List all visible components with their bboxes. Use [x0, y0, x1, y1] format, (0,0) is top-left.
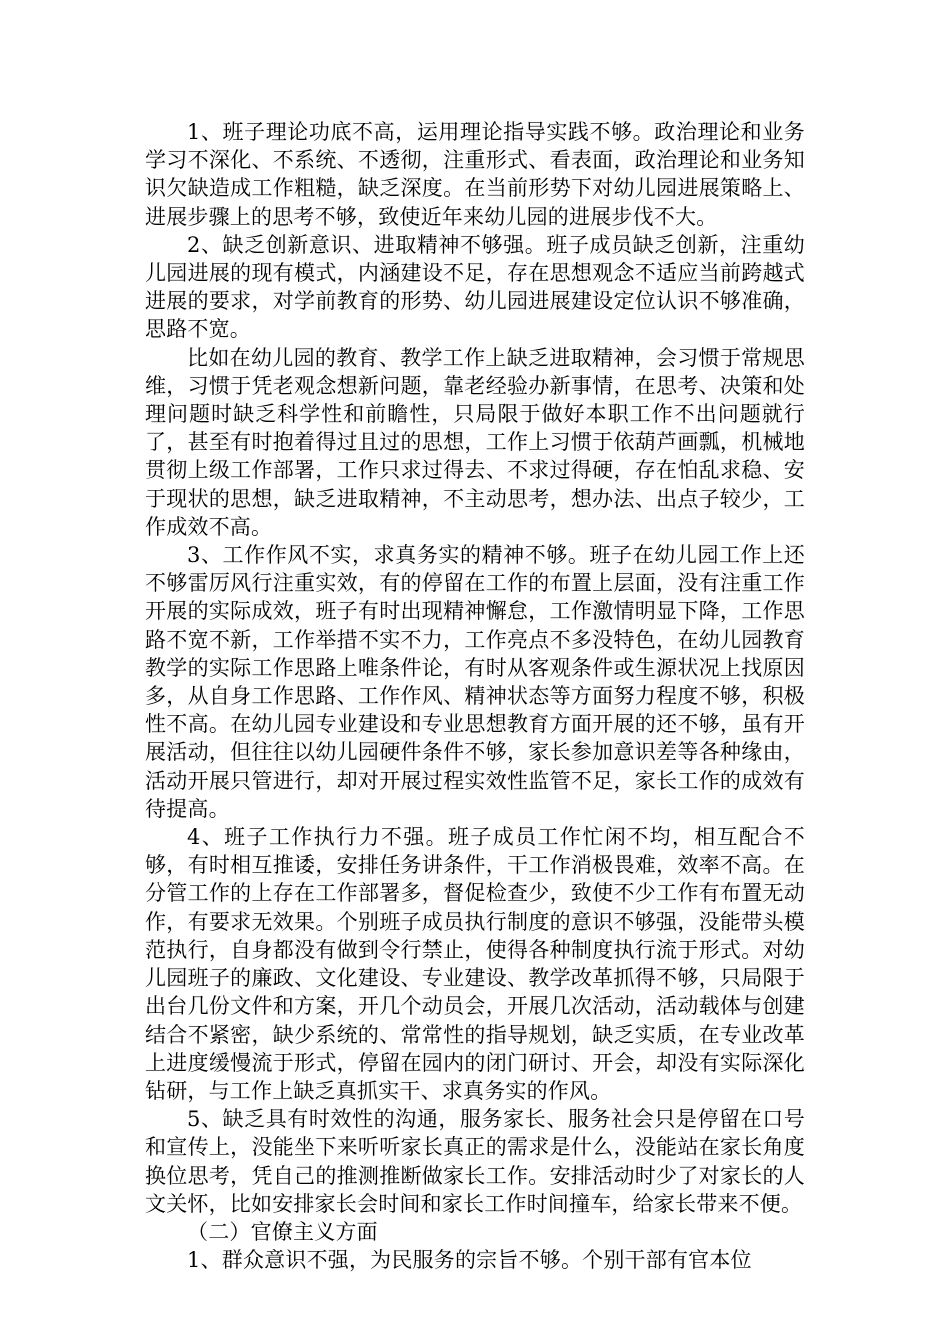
paragraph-theory: 1、班子理论功底不高，运用理论指导实践不够。政治理论和业务学习不深化、不系统、不透彻，注重形式、看表面，政治理论和业务知识欠缺造成工作粗糙，缺乏深度。在当前形势下对幼儿园进展策略上、进展步骤上的思考不够，致使近年来幼儿园的进展步伐不大。 [145, 120, 805, 229]
paragraph-mass-awareness: 1、群众意识不强，为民服务的宗旨不够。个别干部有官本位 [187, 1248, 752, 1273]
document-page [145, 118, 805, 1274]
section-heading-bureaucracy: （二）官僚主义方面 [187, 1219, 378, 1244]
paragraph-work-style: 3、工作作风不实，求真务实的精神不够。班子在幼儿园工作上还不够雷厉风行注重实效，有的停留在工作的布置上层面，没有注重工作开展的实际成效，班子有时出现精神懈怠，工作激情明显下降，工作思路不宽不新，工作举措不实不力，工作亮点不多没特色，在幼儿园教育教学的实际工作思路上唯条件论，有时从客观条件或生源状况上找原因多，从自身工作思路、工作作风、精神状态等方面努力程度不够，积极性不高。在幼儿园专业建设和专业思想教育方面开展的还不够，虽有开展活动，但往往以幼儿园硬件条件不够，家长参加意识差等各种缘由，活动开展只管进行，却对开展过程实效性监管不足，家长工作的成效有待提高。 [145, 543, 805, 821]
paragraph-example: 比如在幼儿园的教育、教学工作上缺乏进取精神，会习惯于常规思维，习惯于凭老观念想新问题，靠老经验办新事情，在思考、决策和处理问题时缺乏科学性和前瞻性，只局限于做好本职工作不出问题就行了，甚至有时抱着得过且过的思想，工作上习惯于依葫芦画瓢，机械地贯彻上级工作部署，工作只求过得去、不求过得硬，存在怕乱求稳、安于现状的思想，缺乏进取精神，不主动思考，想办法、出点子较少，工作成效不高。 [145, 345, 805, 539]
paragraph-execution: 4、班子工作执行力不强。班子成员工作忙闲不均，相互配合不够，有时相互推诿，安排任务讲条件，干工作消极畏难，效率不高。在分管工作的上存在工作部署多，督促检查少，致使不少工作有布置无动作，有要求无效果。个别班子成员执行制度的意识不够强，没能带头模范执行，自身都没有做到令行禁止，使得各种制度执行流于形式。对幼儿园班子的廉政、文化建设、专业建设、教学改革抓得不够，只局限于出台几份文件和方案，开几个动员会，开展几次活动，活动载体与创建结合不紧密，缺少系统的、常常性的指导规划，缺乏实质，在专业改革上进度缓慢流于形式，停留在园内的闭门研讨、开会，却没有实际深化钻研，与工作上缺乏真抓实干、求真务实的作风。 [145, 825, 805, 1103]
paragraph-innovation: 2、缺乏创新意识、进取精神不够强。班子成员缺乏创新，注重幼儿园进展的现有模式，内涵建设不足，存在思想观念不适应当前跨越式进展的要求，对学前教育的形势、幼儿园进展建设定位认识不够准确，思路不宽。 [145, 232, 805, 342]
paragraph-communication: 5、缺乏具有时效性的沟通，服务家长、服务社会只是停留在口号和宣传上，没能坐下来听听家长真正的需求是什么，没能站在家长角度换位思考，凭自己的推测推断做家长工作。安排活动时少了对家长的人文关怀，比如安排家长会时间和家长工作时间撞车，给家长带来不便。 [145, 1107, 805, 1216]
